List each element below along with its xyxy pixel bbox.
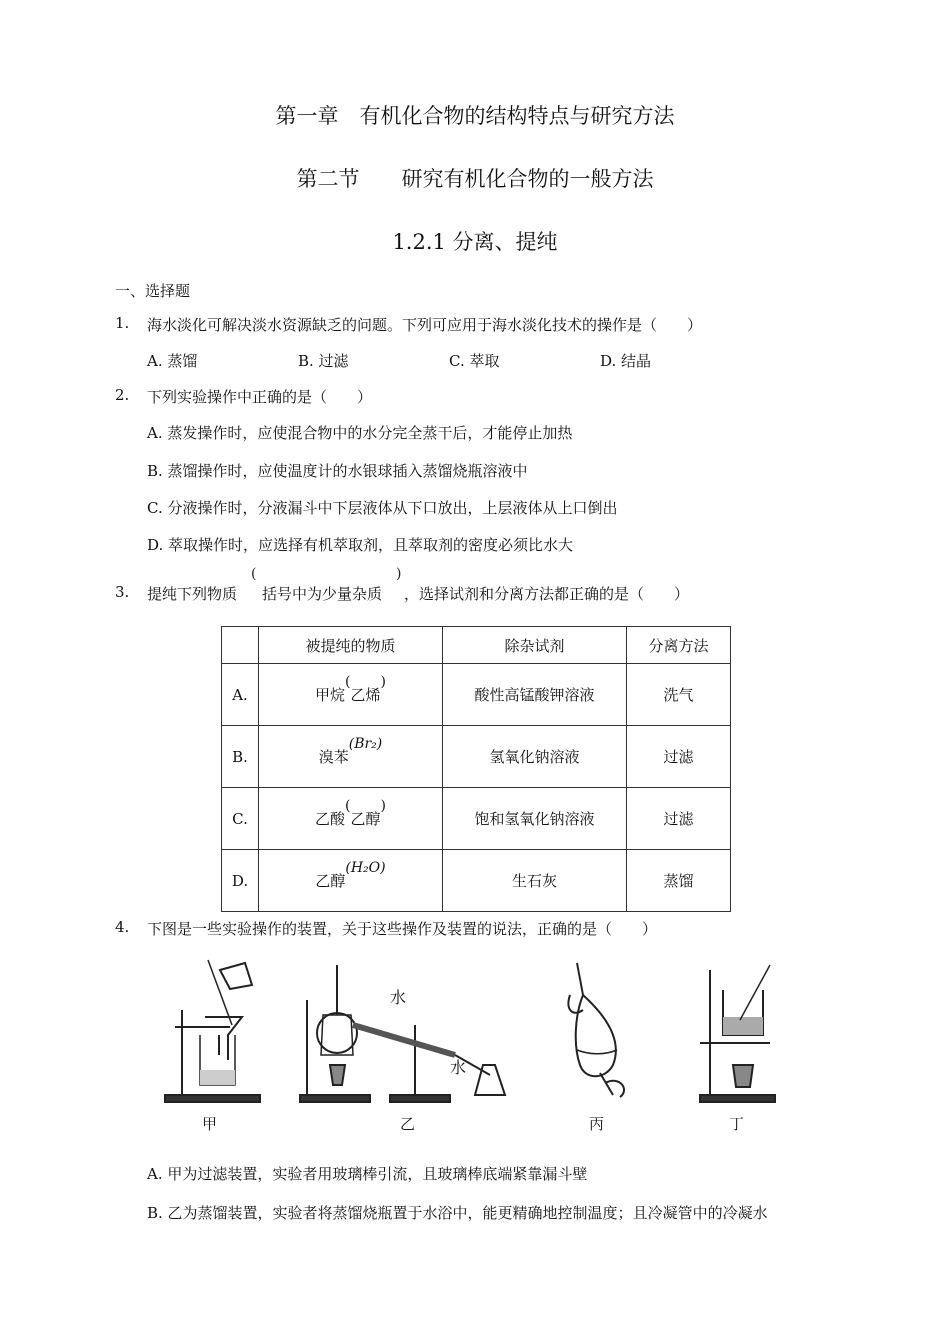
q3-paren-open: (: [251, 566, 257, 582]
q4-stem: 下图是一些实验操作的装置，关于这些操作及装置的说法，正确的是（ ）: [147, 920, 658, 938]
q4-option-a: A. 甲为过滤装置，实验者用玻璃棒引流，且玻璃棒底端紧靠漏斗壁: [147, 1165, 588, 1183]
method-cell: 洗气: [627, 664, 731, 726]
q1-stem: 海水淡化可解决淡水资源缺乏的问题。下列可应用于海水淡化技术的操作是（ ）: [147, 316, 703, 334]
evaporation-apparatus-figure: [695, 955, 785, 1105]
q3-table: [221, 626, 731, 912]
substance: 溴苯: [318, 748, 349, 766]
q1-option-c: C. 萃取: [449, 352, 500, 370]
substance-cell: [259, 850, 443, 912]
row-label: D.: [222, 850, 259, 912]
table-header-cell: [222, 627, 259, 664]
figure-label-ding: 丁: [729, 1115, 745, 1133]
q3-stem-c: ，选择试剂和分离方法都正确的是（ ）: [404, 585, 690, 603]
separatory-funnel-figure: [565, 955, 635, 1105]
q2-option-a: A. 蒸发操作时，应使混合物中的水分完全蒸干后，才能停止加热: [147, 424, 573, 442]
method-cell: 过滤: [627, 788, 731, 850]
q1-option-a: A. 蒸馏: [147, 352, 198, 370]
reagent-cell: 氢氧化钠溶液: [443, 726, 627, 788]
impurity: 乙醇: [350, 810, 381, 828]
distillation-apparatus-figure: [295, 955, 515, 1105]
row-label: C.: [222, 788, 259, 850]
water-in-label: 水: [390, 988, 407, 1007]
reagent-cell: 饱和氢氧化钠溶液: [443, 788, 627, 850]
substance: 乙酸: [315, 810, 346, 828]
figure-label-yi: 乙: [400, 1115, 416, 1133]
table-header-cell: 分离方法: [627, 627, 731, 664]
part-heading: 一、选择题: [115, 282, 191, 300]
figure-label-bing: 丙: [589, 1115, 605, 1133]
q2-option-d: D. 萃取操作时，应选择有机萃取剂，且萃取剂的密度必须比水大: [147, 536, 574, 554]
row-label: A.: [222, 664, 259, 726]
topic-title: 1.2.1 分离、提纯: [392, 230, 558, 254]
water-out-label: 水: [450, 1058, 467, 1077]
substance-cell: 甲烷(乙烯): [259, 664, 443, 726]
q1-option-d: D. 结晶: [600, 352, 652, 370]
table-header-cell: 除杂试剂: [443, 627, 627, 664]
substance: 甲烷: [315, 686, 346, 704]
section-title: 第二节 研究有机化合物的一般方法: [296, 167, 654, 191]
q1-number: 1.: [115, 314, 130, 332]
substance: 乙醇: [315, 872, 346, 890]
q3-stem-a: 提纯下列物质: [147, 585, 238, 603]
table-row: [222, 726, 731, 788]
row-label: B.: [222, 726, 259, 788]
q3-stem-b: 括号中为少量杂质: [262, 585, 383, 603]
impurity: (H₂O): [345, 860, 386, 876]
substance-cell: [259, 726, 443, 788]
table-row: [222, 788, 731, 850]
impurity: (Br₂): [348, 736, 383, 752]
q4-option-b: B. 乙为蒸馏装置，实验者将蒸馏烧瓶置于水浴中，能更精确地控制温度；且冷凝管中的冷凝水: [147, 1204, 768, 1222]
q2-option-c: C. 分液操作时，分液漏斗中下层液体从下口放出，上层液体从上口倒出: [147, 499, 618, 517]
reagent-cell: 酸性高锰酸钾溶液: [443, 664, 627, 726]
q2-number: 2.: [115, 386, 130, 404]
table-header-cell: 被提纯的物质: [259, 627, 443, 664]
filtration-apparatus-figure: [160, 955, 270, 1105]
impurity: 乙烯: [350, 686, 381, 704]
q2-option-b: B. 蒸馏操作时，应使温度计的水银球插入蒸馏烧瓶溶液中: [147, 462, 528, 480]
q3-number: 3.: [115, 583, 130, 601]
figure-label-jia: 甲: [202, 1115, 218, 1133]
table-row: [222, 664, 731, 726]
reagent-cell: 生石灰: [443, 850, 627, 912]
method-cell: 过滤: [627, 726, 731, 788]
method-cell: 蒸馏: [627, 850, 731, 912]
substance-cell: 乙酸(乙醇): [259, 788, 443, 850]
q4-number: 4.: [115, 918, 130, 936]
q3-paren-close: ): [396, 566, 402, 582]
chapter-title: 第一章 有机化合物的结构特点与研究方法: [275, 104, 675, 128]
q1-option-b: B. 过滤: [298, 352, 349, 370]
q2-stem: 下列实验操作中正确的是（ ）: [147, 388, 373, 406]
table-row: [222, 850, 731, 912]
